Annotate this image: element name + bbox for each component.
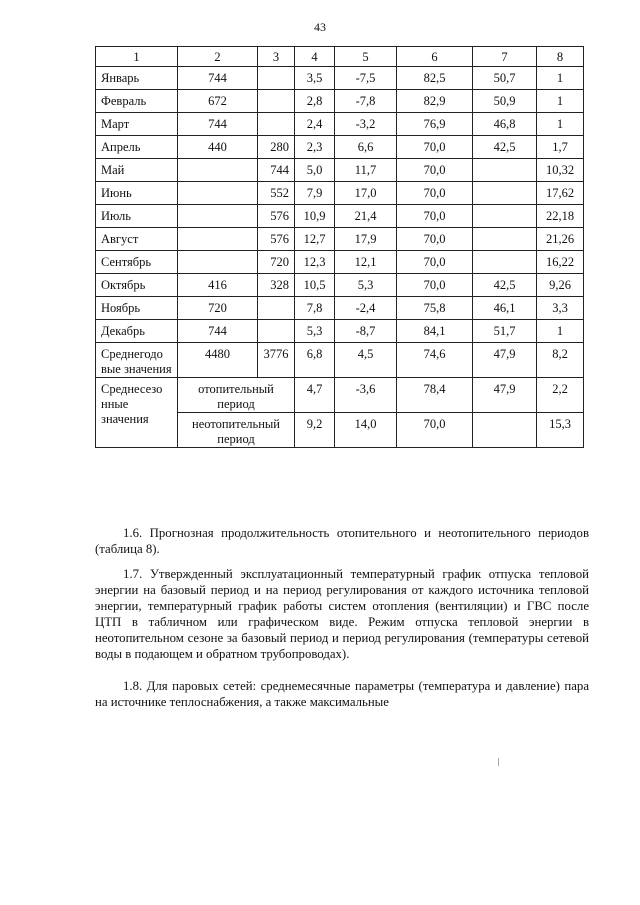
table-cell: 576 <box>258 228 295 251</box>
table-cell <box>178 159 258 182</box>
table-row <box>96 113 584 136</box>
month-cell: Октябрь <box>96 274 178 297</box>
table-cell: 9,26 <box>537 274 584 297</box>
table-row <box>96 67 584 90</box>
table-cell: 672 <box>178 90 258 113</box>
table-cell: 720 <box>178 297 258 320</box>
table-cell: 576 <box>258 205 295 228</box>
table-cell: 6,6 <box>335 136 397 159</box>
header-cell: 3 <box>258 47 295 67</box>
table-cell: -2,4 <box>335 297 397 320</box>
parameters-table <box>95 46 584 448</box>
table-cell: 50,9 <box>473 90 537 113</box>
table-cell: 280 <box>258 136 295 159</box>
table-cell: 3776 <box>258 343 295 378</box>
table-cell: 8,2 <box>537 343 584 378</box>
annual-label-cell: Среднегодо вые значения <box>96 343 178 378</box>
table-cell: 17,9 <box>335 228 397 251</box>
table-cell <box>178 205 258 228</box>
table-row <box>96 320 584 343</box>
table-cell <box>178 251 258 274</box>
table-cell: 70,0 <box>397 205 473 228</box>
table-cell: 1 <box>537 320 584 343</box>
table-cell: 744 <box>178 320 258 343</box>
table-cell <box>473 413 537 448</box>
month-cell: Декабрь <box>96 320 178 343</box>
table-row <box>96 182 584 205</box>
table-cell: 328 <box>258 274 295 297</box>
table-row <box>96 228 584 251</box>
table-cell: 84,1 <box>397 320 473 343</box>
table-cell: 11,7 <box>335 159 397 182</box>
month-cell: Февраль <box>96 90 178 113</box>
month-cell: Июнь <box>96 182 178 205</box>
table-cell: 744 <box>178 113 258 136</box>
month-cell: Апрель <box>96 136 178 159</box>
table-cell: 17,62 <box>537 182 584 205</box>
annual-average-row <box>96 343 584 378</box>
table-cell: 6,8 <box>295 343 335 378</box>
table-cell: 47,9 <box>473 343 537 378</box>
table-cell: 75,8 <box>397 297 473 320</box>
table-cell: 12,3 <box>295 251 335 274</box>
table-cell: 16,22 <box>537 251 584 274</box>
table-row <box>96 159 584 182</box>
table-row <box>96 136 584 159</box>
table-header-row <box>96 47 584 67</box>
table-cell: 7,8 <box>295 297 335 320</box>
table-cell <box>473 251 537 274</box>
period-label-cell: отопительный период <box>178 378 295 413</box>
table-cell: -7,5 <box>335 67 397 90</box>
table-cell <box>473 228 537 251</box>
table-cell: 47,9 <box>473 378 537 413</box>
table-cell: 2,4 <box>295 113 335 136</box>
table-cell: 2,8 <box>295 90 335 113</box>
table-cell: 70,0 <box>397 182 473 205</box>
month-cell: Март <box>96 113 178 136</box>
table-cell: 70,0 <box>397 251 473 274</box>
table-cell: 76,9 <box>397 113 473 136</box>
table-cell: 2,3 <box>295 136 335 159</box>
header-cell: 2 <box>178 47 258 67</box>
paragraph-1-7: 1.7. Утвержденный эксплуатационный температурный график отпуска тепловой энергии на базовый период и на период регулирования от каждого источника тепловой энергии, температурный график работы систем отопления (вентиляции) и ГВС после ЦТП в табличном или графическом виде. Режим отпуска тепловой энергии в неотопительном сезоне за базовый период и период регулирования (температуры сетевой воды в подающем и обратном трубопроводах). <box>95 567 589 661</box>
table-cell: 552 <box>258 182 295 205</box>
table-cell: 10,32 <box>537 159 584 182</box>
table-row <box>96 90 584 113</box>
table-cell: 12,7 <box>295 228 335 251</box>
table-cell: 74,6 <box>397 343 473 378</box>
table-cell: 5,3 <box>295 320 335 343</box>
table-cell: 1 <box>537 113 584 136</box>
table-cell <box>258 67 295 90</box>
table-cell: 744 <box>178 67 258 90</box>
table-cell: 14,0 <box>335 413 397 448</box>
table-cell: 70,0 <box>397 136 473 159</box>
table-cell: 1,7 <box>537 136 584 159</box>
month-cell: Июль <box>96 205 178 228</box>
seasonal-label-cell: Среднесезо нные значения <box>96 378 178 448</box>
table-cell: 70,0 <box>397 159 473 182</box>
table-cell <box>258 297 295 320</box>
period-label-cell: неотопительный период <box>178 413 295 448</box>
table-cell: 2,2 <box>537 378 584 413</box>
header-cell: 5 <box>335 47 397 67</box>
table-row <box>96 297 584 320</box>
table-cell <box>178 182 258 205</box>
header-cell: 6 <box>397 47 473 67</box>
table-cell: 720 <box>258 251 295 274</box>
table-cell: 12,1 <box>335 251 397 274</box>
table-cell: 9,2 <box>295 413 335 448</box>
table-cell <box>258 320 295 343</box>
table-cell: 15,3 <box>537 413 584 448</box>
month-cell: Сентябрь <box>96 251 178 274</box>
month-cell: Январь <box>96 67 178 90</box>
paragraph-1-8: 1.8. Для паровых сетей: среднемесячные параметры (температура и давление) пара на источнике теплоснабжения, а также максимальные <box>95 679 589 709</box>
table-cell: 5,3 <box>335 274 397 297</box>
month-cell: Август <box>96 228 178 251</box>
table-cell: 42,5 <box>473 136 537 159</box>
table-cell: 744 <box>258 159 295 182</box>
table-cell <box>473 182 537 205</box>
table-cell: 3,3 <box>537 297 584 320</box>
table-cell: 42,5 <box>473 274 537 297</box>
table-cell: 17,0 <box>335 182 397 205</box>
table-cell: 78,4 <box>397 378 473 413</box>
table-cell <box>473 159 537 182</box>
table-cell: 10,5 <box>295 274 335 297</box>
table-cell: 3,5 <box>295 67 335 90</box>
table-cell: 440 <box>178 136 258 159</box>
header-cell: 7 <box>473 47 537 67</box>
table-cell: 10,9 <box>295 205 335 228</box>
table-cell: 82,9 <box>397 90 473 113</box>
table-cell <box>473 205 537 228</box>
header-cell: 1 <box>96 47 178 67</box>
table-cell: 21,4 <box>335 205 397 228</box>
header-cell: 4 <box>295 47 335 67</box>
table-cell: 22,18 <box>537 205 584 228</box>
page-number: 43 <box>314 20 326 34</box>
table-cell: -7,8 <box>335 90 397 113</box>
heating-period-row <box>96 378 584 413</box>
table-cell: 70,0 <box>397 413 473 448</box>
table-cell: 7,9 <box>295 182 335 205</box>
table-row <box>96 274 584 297</box>
table-cell: -8,7 <box>335 320 397 343</box>
month-cell: Май <box>96 159 178 182</box>
table-cell: 1 <box>537 67 584 90</box>
table-row <box>96 251 584 274</box>
table-cell <box>178 228 258 251</box>
table-cell: 5,0 <box>295 159 335 182</box>
table-cell: 416 <box>178 274 258 297</box>
table-cell: 4,7 <box>295 378 335 413</box>
table-cell: 70,0 <box>397 274 473 297</box>
table-cell: -3,6 <box>335 378 397 413</box>
table-cell: 82,5 <box>397 67 473 90</box>
table-cell: 46,8 <box>473 113 537 136</box>
header-cell: 8 <box>537 47 584 67</box>
month-cell: Ноябрь <box>96 297 178 320</box>
table-cell: 46,1 <box>473 297 537 320</box>
table-cell <box>258 90 295 113</box>
scan-mark <box>498 758 499 766</box>
table-cell: 70,0 <box>397 228 473 251</box>
table-cell: 4,5 <box>335 343 397 378</box>
table-cell: 4480 <box>178 343 258 378</box>
table-cell: 21,26 <box>537 228 584 251</box>
table-cell <box>258 113 295 136</box>
table-cell: -3,2 <box>335 113 397 136</box>
table-row <box>96 205 584 228</box>
table-cell: 51,7 <box>473 320 537 343</box>
paragraph-1-6: 1.6. Прогнозная продолжительность отопительного и неотопительного периодов (таблица 8). <box>95 526 589 556</box>
table-cell: 50,7 <box>473 67 537 90</box>
table-cell: 1 <box>537 90 584 113</box>
